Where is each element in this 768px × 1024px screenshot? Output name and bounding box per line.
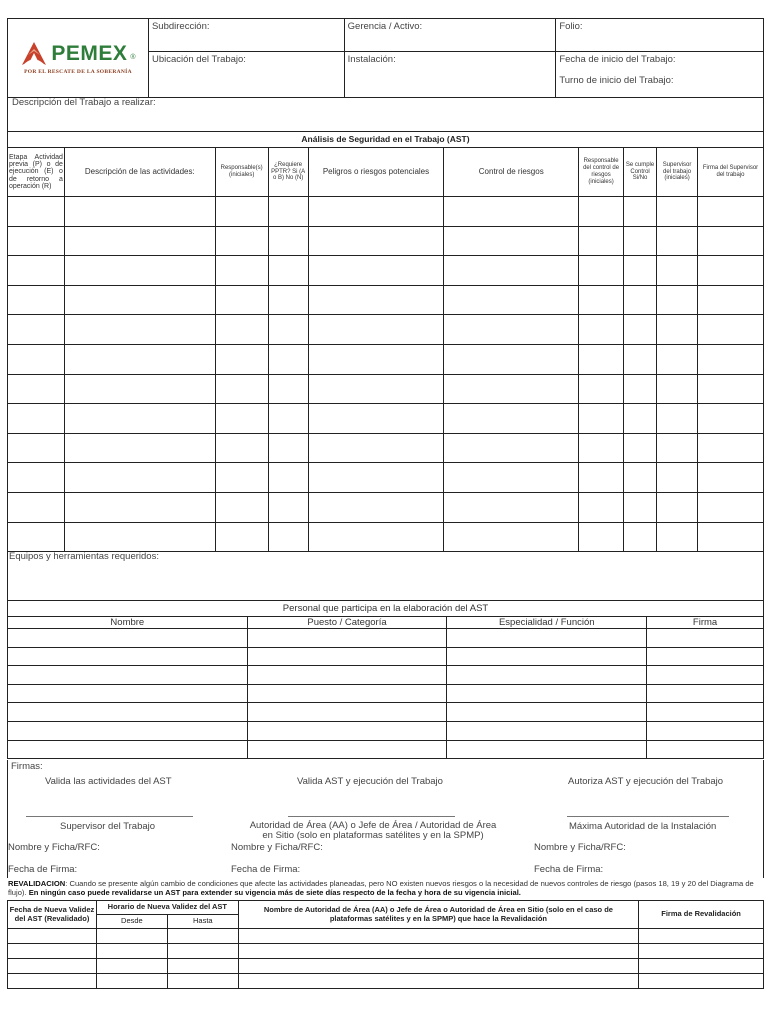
ast-cell[interactable] [624,463,657,493]
col-firma-revalidacion: Firma de Revalidación [639,901,764,929]
personal-cell[interactable] [647,629,764,648]
personal-cell[interactable] [8,666,248,685]
firmas-label: Firmas: [11,761,43,772]
table-row [8,522,764,552]
personal-cell[interactable] [247,666,447,685]
table-row [8,666,764,685]
revalidacion-cell[interactable] [96,974,167,989]
personal-cell[interactable] [247,721,447,740]
ast-cell[interactable] [64,256,215,286]
col-supervisor: Supervisor del trabajo (iniciales) [657,148,698,197]
ast-cell[interactable] [215,256,268,286]
table-row [8,404,764,434]
table-row [8,974,764,989]
table-row [8,315,764,345]
personal-cell[interactable] [647,684,764,703]
ast-cell[interactable] [624,197,657,227]
subdireccion-field[interactable]: Subdirección: [148,19,344,52]
col-horario: Horario de Nueva Validez del AST [96,901,238,915]
revalidacion-warning: En ningún caso puede revalidarse un AST para extender su vigencia más de siete días respecto de la fecha y hora de su vigencia inicial. [28,888,521,898]
ast-cell[interactable] [308,285,444,315]
firma3-nombre[interactable]: Nombre y Ficha/RFC: [534,842,626,853]
ast-cell[interactable] [444,285,579,315]
ast-cell[interactable] [657,404,698,434]
ast-cell[interactable] [579,197,624,227]
ast-cell[interactable] [308,197,444,227]
ast-cell[interactable] [624,492,657,522]
ast-cell[interactable] [215,197,268,227]
firma2-line[interactable] [288,816,455,817]
ast-cell[interactable] [8,492,65,522]
ast-cell[interactable] [698,256,764,286]
ast-cell[interactable] [215,433,268,463]
revalidacion-cell[interactable] [639,974,764,989]
ast-cell[interactable] [444,492,579,522]
ast-cell[interactable] [268,344,308,374]
ast-cell[interactable] [624,256,657,286]
logo-cell [8,19,149,98]
ast-cell[interactable] [698,463,764,493]
table-row [8,684,764,703]
personal-cell[interactable] [447,703,647,722]
ast-cell[interactable] [215,522,268,552]
personal-cell[interactable] [447,740,647,759]
ast-cell[interactable] [308,226,444,256]
ast-cell[interactable] [657,433,698,463]
ast-cell[interactable] [657,344,698,374]
personal-cell[interactable] [247,647,447,666]
ast-cell[interactable] [215,492,268,522]
ast-cell[interactable] [8,256,65,286]
col-nombre-autoridad: Nombre de Autoridad de Área (AA) o Jefe de Área o Autoridad de Área en Sitio (solo en el caso de plataformas satélites y en la SPMP) que hace la Revalidación [238,901,638,929]
revalidacion-cell[interactable] [238,959,638,974]
ast-cell[interactable] [657,463,698,493]
col-especialidad: Especialidad / Función [447,617,647,629]
ast-cell[interactable] [8,374,65,404]
personal-cell[interactable] [247,740,447,759]
ast-cell[interactable] [8,344,65,374]
revalidacion-cell[interactable] [238,944,638,959]
ast-cell[interactable] [8,285,65,315]
table-row [8,629,764,648]
ast-cell[interactable] [268,463,308,493]
ast-cell[interactable] [215,285,268,315]
ast-cell[interactable] [308,463,444,493]
table-row [8,374,764,404]
ast-cell[interactable] [624,404,657,434]
ast-cell[interactable] [8,197,65,227]
personal-cell[interactable] [447,629,647,648]
col-etapa: Etapa Actividad previa (P) o de ejecución (E) o de retorno a operación (R) [8,148,65,197]
ast-cell[interactable] [268,285,308,315]
ast-cell[interactable] [8,433,65,463]
table-row [8,647,764,666]
ast-cell[interactable] [64,492,215,522]
personal-cell[interactable] [647,721,764,740]
ast-cell[interactable] [64,226,215,256]
ast-cell[interactable] [64,197,215,227]
ast-cell[interactable] [64,463,215,493]
ast-cell[interactable] [657,492,698,522]
table-row [8,944,764,959]
ast-cell[interactable] [64,285,215,315]
col-fecha-validez: Fecha de Nueva Validez del AST (Revalidado) [8,901,97,929]
revalidacion-cell[interactable] [8,929,97,944]
col-puesto: Puesto / Categoría [247,617,447,629]
ast-cell[interactable] [698,344,764,374]
revalidacion-label: REVALIDACION [8,879,66,888]
personal-title: Personal que participa en la elaboración del AST [7,601,764,616]
ast-cell[interactable] [444,463,579,493]
revalidacion-text: : Cuando se presente algún cambio de condiciones que afecte las actividades planeadas, pero NO existen nuevos riesgos o la necesidad de nuevos controles de riesgo (pasos 18, 19 y 20 del Diagrama de flujo). [8,879,754,898]
personal-cell[interactable] [8,740,248,759]
personal-cell[interactable] [247,629,447,648]
ast-cell[interactable] [215,463,268,493]
table-row [8,433,764,463]
header-table [7,18,764,98]
personal-cell[interactable] [8,721,248,740]
table-row [8,721,764,740]
ast-cell[interactable] [8,522,65,552]
ast-cell[interactable] [579,315,624,345]
firma3-fecha[interactable]: Fecha de Firma: [534,864,604,875]
revalidacion-cell[interactable] [639,944,764,959]
table-row [8,197,764,227]
personal-table [7,616,764,759]
folio-field[interactable]: Folio: [556,19,764,52]
logo: PEMEX ® [11,41,145,67]
personal-cell[interactable] [447,684,647,703]
equipos-box[interactable] [7,551,764,601]
ast-cell[interactable] [308,433,444,463]
col-hasta: Hasta [167,915,238,929]
pemex-eagle-icon [20,41,48,67]
ast-cell[interactable] [215,374,268,404]
descripcion-label: Descripción del Trabajo a realizar: [12,97,156,108]
personal-cell[interactable] [647,666,764,685]
col-firma: Firma [647,617,764,629]
ast-cell[interactable] [579,256,624,286]
ast-cell[interactable] [268,256,308,286]
ast-cell[interactable] [698,492,764,522]
ast-cell[interactable] [698,197,764,227]
ast-cell[interactable] [624,285,657,315]
personal-cell[interactable] [647,647,764,666]
ast-title: Análisis de Seguridad en el Trabajo (AST) [7,132,764,148]
firma1-fecha[interactable]: Fecha de Firma: [8,864,78,875]
pemex-tagline: POR EL RESCATE DE LA SOBERANÍA [24,69,132,75]
revalidacion-cell[interactable] [238,974,638,989]
revalidacion-cell[interactable] [8,944,97,959]
col-desde: Desde [96,915,167,929]
table-row [8,256,764,286]
ast-cell[interactable] [579,522,624,552]
revalidacion-cell[interactable] [167,944,238,959]
firma2-role: Autoridad de Área (AA) o Jefe de Área / Autoridad de Área en Sitio (solo en plataformas satélites y en la SPMP) [249,820,497,842]
personal-cell[interactable] [247,703,447,722]
firma3-role: Máxima Autoridad de la Instalación [569,821,717,832]
ast-cell[interactable] [308,256,444,286]
ast-cell[interactable] [308,374,444,404]
ast-cell[interactable] [215,404,268,434]
ast-cell[interactable] [215,315,268,345]
firma2-fecha[interactable]: Fecha de Firma: [231,864,301,875]
firma2-top: Valida AST y ejecución del Trabajo [297,776,443,787]
ast-cell[interactable] [64,404,215,434]
firma3-top: Autoriza AST y ejecución del Trabajo [568,776,724,787]
ast-cell[interactable] [624,522,657,552]
firma1-role: Supervisor del Trabajo [60,821,156,832]
ast-cell[interactable] [698,315,764,345]
ast-cell[interactable] [698,374,764,404]
ast-cell[interactable] [579,463,624,493]
firma1-nombre[interactable]: Nombre y Ficha/RFC: [8,842,100,853]
col-responsable: Responsable(s) (iniciales) [215,148,268,197]
pemex-wordmark: PEMEX [51,42,128,65]
personal-cell[interactable] [8,629,248,648]
col-firma-supervisor: Firma del Supervisor del trabajo [698,148,764,197]
personal-cell[interactable] [247,684,447,703]
ast-cell[interactable] [8,315,65,345]
ast-cell[interactable] [268,197,308,227]
descripcion-box[interactable] [7,96,764,132]
personal-cell[interactable] [447,666,647,685]
ast-cell[interactable] [698,285,764,315]
ast-cell[interactable] [657,374,698,404]
ast-cell[interactable] [444,256,579,286]
ast-cell[interactable] [444,226,579,256]
ast-cell[interactable] [698,404,764,434]
col-requiere-pptr: ¿Requiere PPTR? Si (A o B) No (N) [268,148,308,197]
ast-cell[interactable] [624,226,657,256]
ubicacion-field[interactable]: Ubicación del Trabajo: [148,52,344,98]
ast-cell[interactable] [308,315,444,345]
table-row [8,492,764,522]
ast-cell[interactable] [624,374,657,404]
turno-inicio-label: Turno de inicio del Trabajo: [559,75,674,86]
ast-cell[interactable] [624,344,657,374]
ast-cell[interactable] [64,315,215,345]
ast-cell[interactable] [657,315,698,345]
revalidacion-cell[interactable] [167,929,238,944]
ast-table [7,147,764,552]
ast-cell[interactable] [657,522,698,552]
gerencia-field[interactable]: Gerencia / Activo: [344,19,556,52]
table-row [8,285,764,315]
equipos-label: Equipos y herramientas requeridos: [9,551,159,562]
revalidacion-cell[interactable] [167,974,238,989]
ast-cell[interactable] [308,492,444,522]
revalidacion-cell[interactable] [96,959,167,974]
table-row [8,740,764,759]
ast-cell[interactable] [444,197,579,227]
ast-cell[interactable] [444,374,579,404]
revalidacion-cell[interactable] [238,929,638,944]
ast-cell[interactable] [308,344,444,374]
firma1-line[interactable] [26,816,193,817]
col-peligros: Peligros o riesgos potenciales [308,148,444,197]
col-nombre: Nombre [8,617,248,629]
ast-cell[interactable] [579,285,624,315]
ast-cell[interactable] [444,315,579,345]
personal-cell[interactable] [647,740,764,759]
personal-cell[interactable] [8,684,248,703]
ast-cell[interactable] [444,433,579,463]
ast-cell[interactable] [579,404,624,434]
revalidacion-cell[interactable] [96,929,167,944]
revalidacion-cell[interactable] [8,959,97,974]
col-se-cumple: Se cumple Control Si/No [624,148,657,197]
ast-cell[interactable] [444,344,579,374]
col-control: Control de riesgos [444,148,579,197]
ast-cell[interactable] [579,344,624,374]
revalidacion-cell[interactable] [167,959,238,974]
personal-cell[interactable] [8,703,248,722]
ast-cell[interactable] [268,492,308,522]
ast-cell[interactable] [657,256,698,286]
personal-cell[interactable] [8,647,248,666]
personal-cell[interactable] [447,647,647,666]
ast-cell[interactable] [215,226,268,256]
revalidacion-cell[interactable] [639,959,764,974]
ast-cell[interactable] [268,433,308,463]
col-descripcion: Descripción de las actividades: [64,148,215,197]
ast-cell[interactable] [579,433,624,463]
firma3-line[interactable] [567,816,729,817]
revalidacion-cell[interactable] [639,929,764,944]
ast-cell[interactable] [308,522,444,552]
firma1-top: Valida las actividades del AST [45,776,172,787]
ast-cell[interactable] [579,226,624,256]
ast-cell[interactable] [698,522,764,552]
ast-cell[interactable] [64,374,215,404]
ast-cell[interactable] [579,374,624,404]
fecha-inicio-label: Fecha de inicio del Trabajo: [559,54,676,65]
personal-cell[interactable] [447,721,647,740]
ast-cell[interactable] [8,404,65,434]
ast-cell[interactable] [308,404,444,434]
table-row [8,344,764,374]
instalacion-field[interactable]: Instalación: [344,52,556,98]
ast-cell[interactable] [624,315,657,345]
fecha-turno-field[interactable] [556,52,764,98]
table-row [8,703,764,722]
ast-cell[interactable] [268,315,308,345]
revalidacion-cell[interactable] [96,944,167,959]
table-row [8,959,764,974]
ast-cell[interactable] [64,433,215,463]
ast-cell[interactable] [657,285,698,315]
ast-cell[interactable] [579,492,624,522]
ast-cell[interactable] [268,226,308,256]
ast-cell[interactable] [8,463,65,493]
ast-cell[interactable] [444,404,579,434]
table-row [8,226,764,256]
ast-cell[interactable] [64,522,215,552]
revalidacion-table [7,900,764,989]
personal-cell[interactable] [647,703,764,722]
firma2-nombre[interactable]: Nombre y Ficha/RFC: [231,842,323,853]
revalidacion-cell[interactable] [8,974,97,989]
ast-cell[interactable] [268,404,308,434]
ast-cell[interactable] [657,197,698,227]
ast-cell[interactable] [64,344,215,374]
table-row [8,463,764,493]
ast-cell[interactable] [657,226,698,256]
ast-cell[interactable] [268,522,308,552]
ast-cell[interactable] [698,226,764,256]
ast-cell[interactable] [624,433,657,463]
ast-cell[interactable] [215,344,268,374]
col-responsable-control: Responsable del control de riesgos (iniciales) [579,148,624,197]
ast-cell[interactable] [8,226,65,256]
revalidacion-note [8,879,764,897]
ast-cell[interactable] [268,374,308,404]
table-row [8,929,764,944]
ast-cell[interactable] [444,522,579,552]
ast-cell[interactable] [698,433,764,463]
